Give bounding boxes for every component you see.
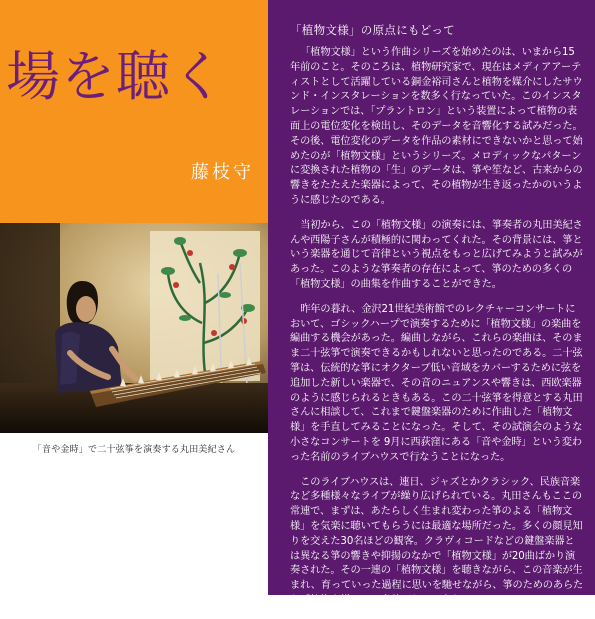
article-paragraph: このライブハウスは、連日、ジャズとかクラシック、民族音楽など多種様々なライブが繰り広げられている。丸田さんもここの常連で、まずは、あたらしく生まれ変わった箏のよる「植物文様」を気楽に聴いてもらうには最適な場所だった。多くの顔見知りを交えた30名ほどの観客。クラヴィコードなどの鍵盤楽器とは異なる箏の響きや抑揚のなかで「植物文様」が20曲ばかり演奏された。その一連の「植物文様」を聴きながら、この音楽が生まれ、育っていった過程に思いを馳せながら、箏のためのあらたな「植物文様」への意欲がわいてきた。 xyxy=(290,476,584,606)
article-heading: 「植物文様」の原点にもどって xyxy=(290,23,455,37)
article-paragraph: 「植物文様」という作曲シリーズを始めたのは、いまから15年前のこと。そのころは、植物研究家で、現在はメディアアーティストとして活躍している銅金裕司さんと植物を媒介にしたサウンド・インスタレーションを数多く行なっていた。このインスタレーションでは、「プラントロン」という装置によって植物の表面上の電位変化を検出し、そのデータを音響化する試みだった。その後、電位変化のデータを作品の素材にできないかと思って始めたのが「植物文様」というシリーズ。メロディックなパターンに変換された植物の「生」のデータは、箏や笙など、古来からの響きをたたえた楽器によって、その植物が生き返ったかのいうように感じたのである。 xyxy=(290,47,583,206)
article-body xyxy=(290,46,584,619)
article-paragraph: 当初から、この「植物文様」の演奏には、箏奏者の丸田美紀さんや西陽子さんが積極的に関わってくれた。その背景には、箏という楽器を通じて音律という視点をもっと広げてみようと試みがあった。このような箏奏者の存在によって、箏のための多くの「植物文様」の曲集を作曲することができた。 xyxy=(290,219,583,290)
performance-photo-image xyxy=(0,223,268,433)
article-column xyxy=(268,0,595,606)
author-name: 藤枝守 xyxy=(191,162,254,183)
performance-photo xyxy=(0,223,268,433)
page-title: 場を聴く xyxy=(6,45,226,108)
photo-caption: 「音や金時」で二十弦筝を演奏する丸田美紀さん xyxy=(32,445,236,455)
title-panel xyxy=(0,0,268,223)
article-paragraph: 昨年の暮れ、金沢21世紀美術館でのレクチャーコンサートにおいて、ゴシックハープで演奏するために「植物文様」の楽曲を編曲する機会があった。編曲しながら、これらの楽曲は、そのまま二十弦箏で演奏できるかもしれないと思ったのである。二十弦箏は、伝統的な箏にオクターブ低い音域をカバーするために弦を追加した新しい楽器で、その音のニュアンスや響きは、西欧楽器のように感じられるときもある。この二十弦箏を得意とする丸田さんに相談して、これまで鍵盤楽器のために作曲した「植物文様」を手直してみることになった。そして、その試演会のような小さなコンサートを 9月に西荻窪にある「音や金時」という変わった名前のライブハウスで行なうことになった。 xyxy=(290,303,583,463)
left-column xyxy=(0,0,268,595)
